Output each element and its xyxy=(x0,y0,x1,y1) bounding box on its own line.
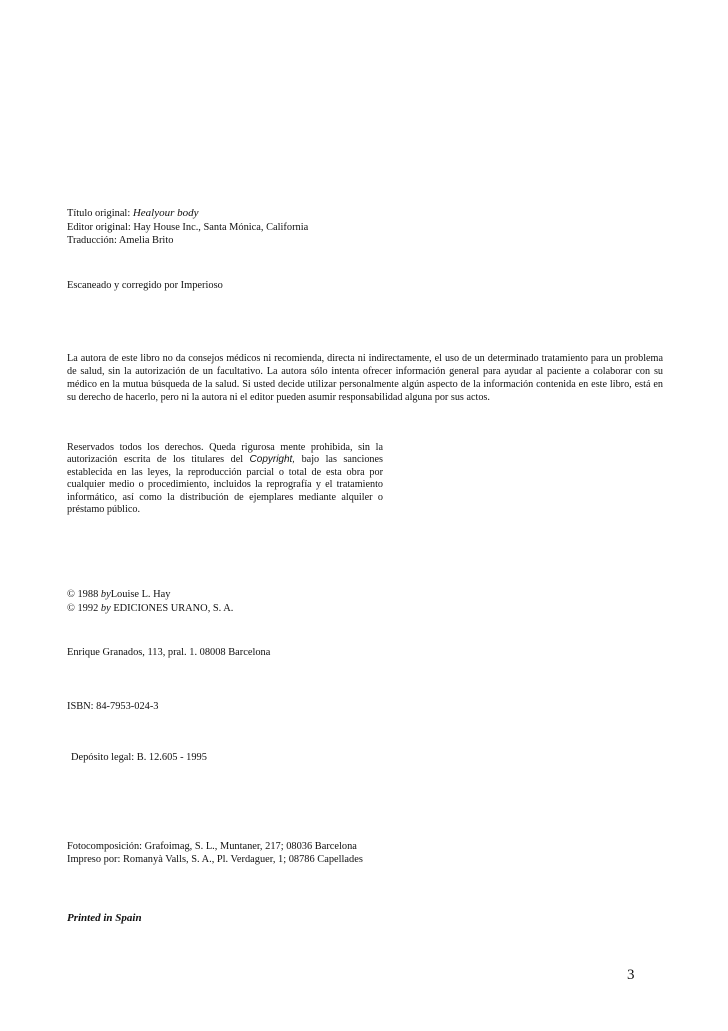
copyright-prefix: © 1992 xyxy=(67,603,99,614)
copyright-by: by xyxy=(100,589,111,600)
titulo-value: Healyour body xyxy=(132,207,199,219)
disclaimer-paragraph: La autora de este libro no da consejos médicos ni recomienda, directa ni indirectamente, el uso de un determinado tratamiento para un problema de salud, sin la autorización de un facultativo. La autora sólo intenta ofrecer información general para ayudar al paciente a colaborar con su médico en la mutua búsqueda de la salud. Si usted decide utilizar personalmente algún aspecto de la información contenida en este libro, está en su derecho de hacerlo, pero ni la autora ni el editor pueden asumir responsabilidad alguna por sus actos. xyxy=(67,353,663,403)
copyright-word: Copyright, xyxy=(249,454,296,466)
credits-titulo xyxy=(67,207,199,220)
copyright-line-1 xyxy=(67,588,170,601)
copyright-holder: EDICIONES URANO, S. A. xyxy=(113,603,234,614)
page-number: 3 xyxy=(627,967,635,983)
deposito-legal: Depósito legal: B. 12.605 - 1995 xyxy=(71,752,207,763)
copyright-by: by xyxy=(100,603,111,614)
fotocomposicion: Fotocomposición: Grafoimag, S. L., Muntaner, 217; 08036 Barcelona xyxy=(67,841,357,852)
isbn: ISBN: 84-7953-024-3 xyxy=(67,701,159,712)
rights-paragraph xyxy=(67,442,383,516)
credits-editor: Editor original: Hay House Inc., Santa Mónica, California xyxy=(67,222,309,233)
titulo-label: Título original: xyxy=(67,208,131,219)
scan-note: Escaneado y corregido por Imperioso xyxy=(67,280,223,291)
rights-text-after: bajo las sanciones establecida en las leyes, la reproducción parcial o total de esta obra por cualquier medio o procedimiento, incluidos la reprografía y el tratamiento informático, así como la distribución de ejemplares mediante alquiler o préstamo público. xyxy=(67,454,383,516)
rights-text-before: Reservados todos los derechos. Queda rigurosa mente prohibida, sin la autorización escrita de los titulares del xyxy=(67,442,383,466)
impreso-por: Impreso por: Romanyà Valls, S. A., Pl. Verdaguer, 1; 08786 Capellades xyxy=(67,854,363,865)
copyright-line-2 xyxy=(67,602,233,615)
address: Enrique Granados, 113, pral. 1. 08008 Barcelona xyxy=(67,647,271,658)
printed-in: Printed in Spain xyxy=(67,912,142,924)
copyright-holder: Louise L. Hay xyxy=(110,589,171,600)
copyright-prefix: © 1988 xyxy=(67,589,99,600)
credits-traduccion: Traducción: Amelia Brito xyxy=(67,235,174,246)
